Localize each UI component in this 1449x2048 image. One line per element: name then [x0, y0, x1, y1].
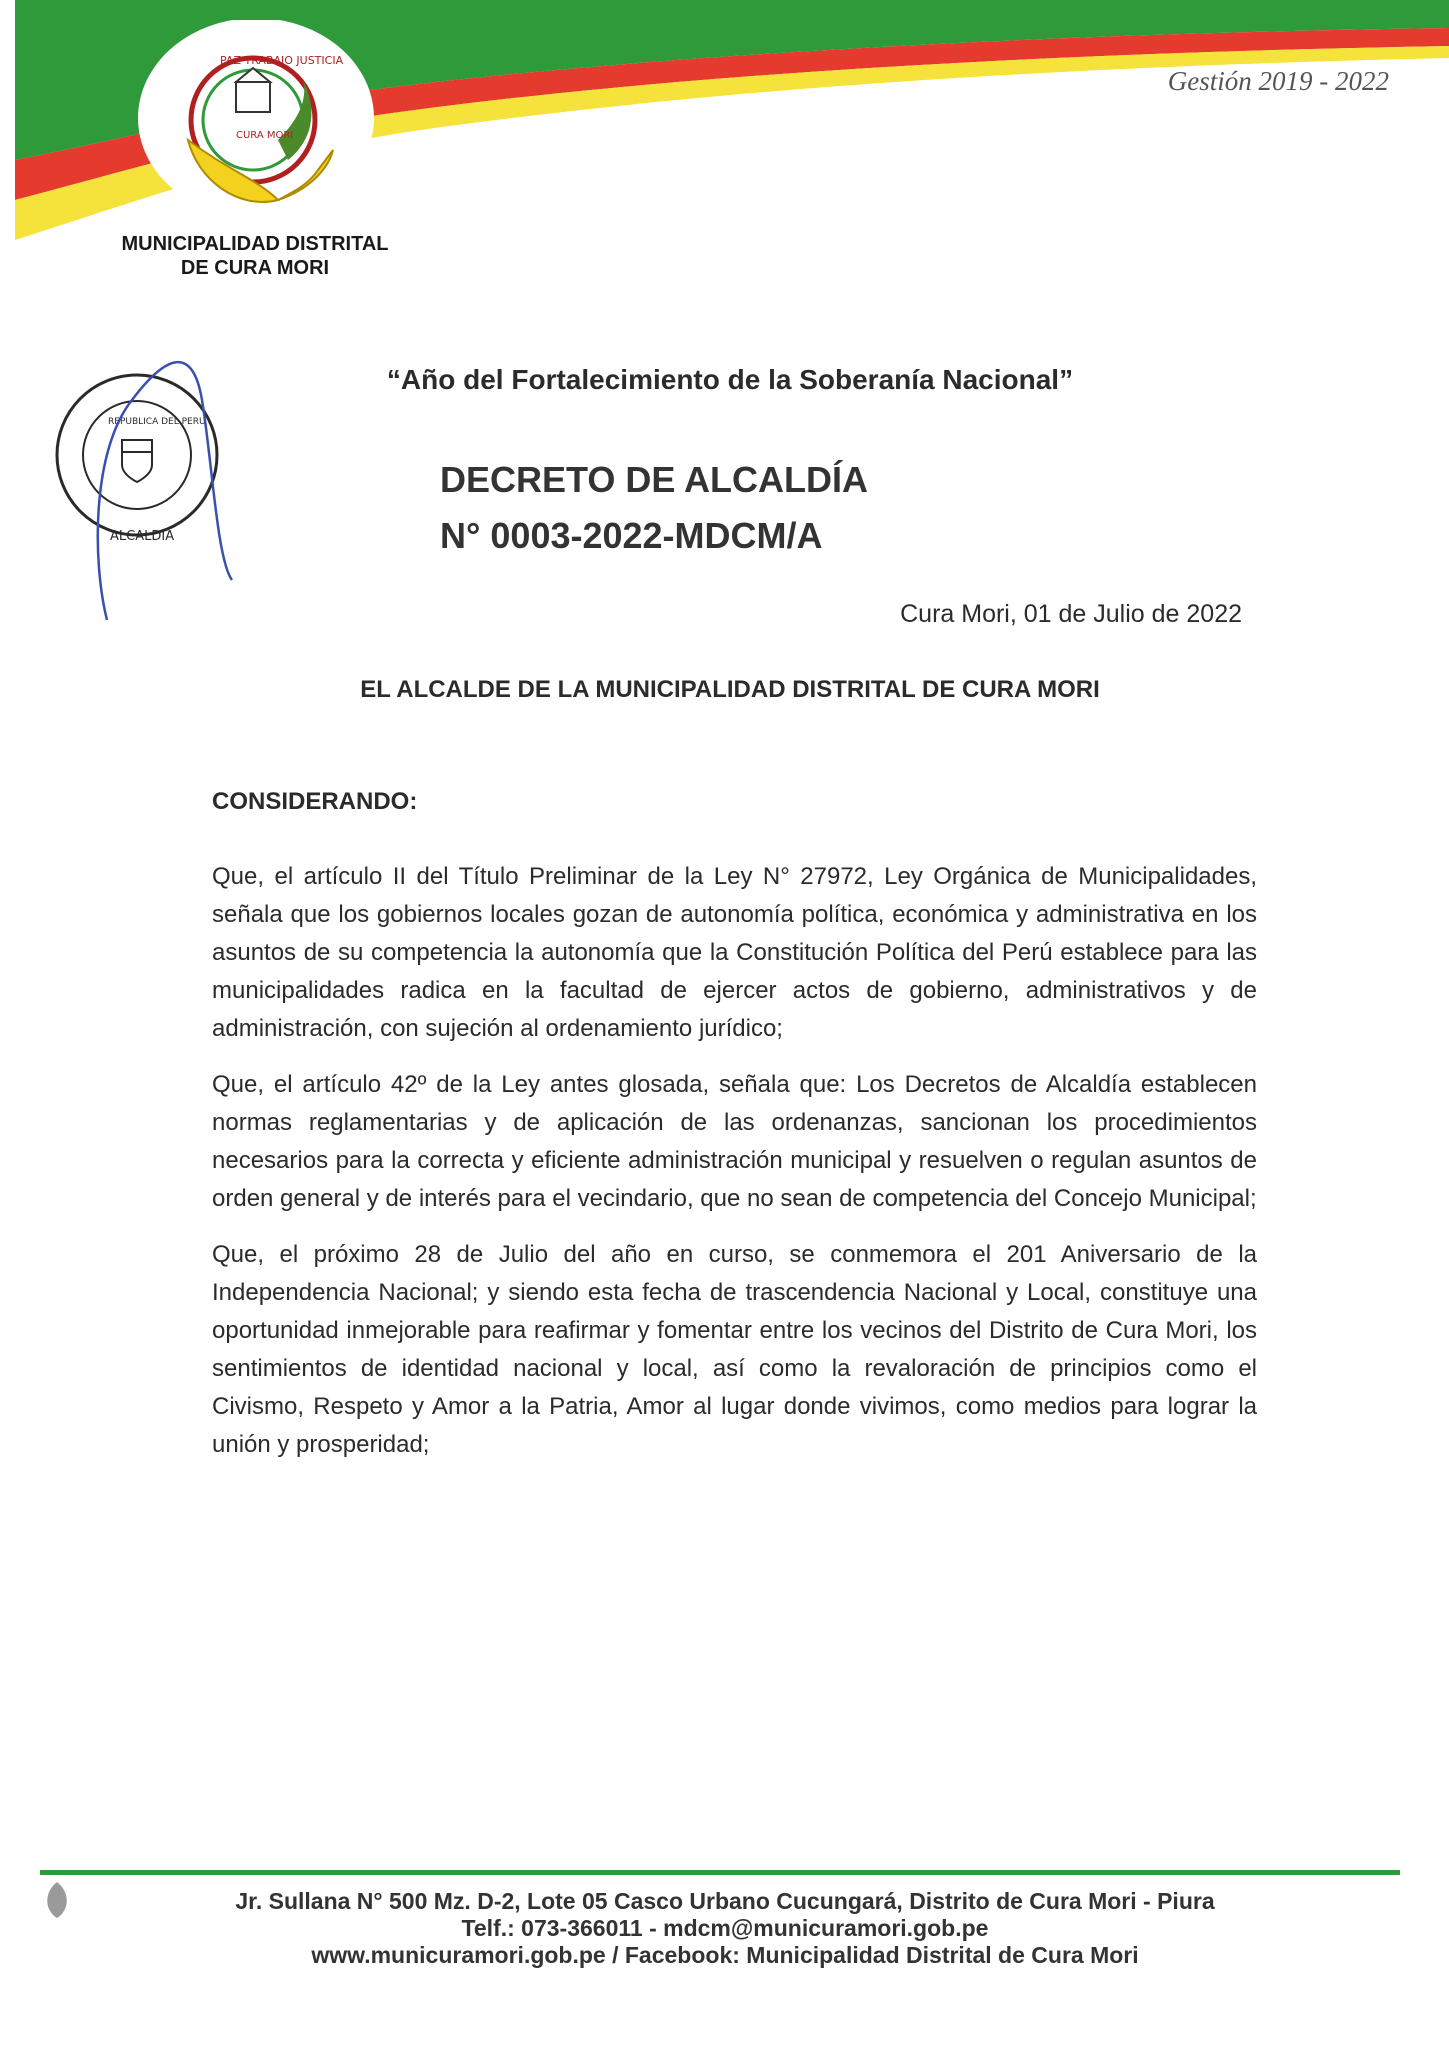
- year-motto: “Año del Fortalecimiento de la Soberanía Nacional”: [386, 364, 1074, 395]
- paragraph: Que, el artículo II del Título Preliminar de la Ley N° 27972, Ley Orgánica de Municipalidades, señala que los gobiernos locales gozan de autonomía política, económica y administrativa en los asuntos de su competencia la autonomía que la Constitución Política del Perú establece para las municipalidades radica en la facultad de ejercer actos de gobierno, administrativos y de administración, con sujeción al ordenamiento jurídico;: [212, 863, 1257, 1042]
- leaf-icon: [42, 1880, 72, 1920]
- svg-text:CURA MORI: CURA MORI: [236, 130, 294, 141]
- institution-name-line2: DE CURA MORI: [180, 257, 330, 279]
- institution-name: [90, 232, 420, 280]
- place-date: Cura Mori, 01 de Julio de 2022: [900, 600, 1242, 628]
- church-icon: [236, 82, 270, 112]
- administration-period: Gestión 2019 - 2022: [1167, 66, 1389, 96]
- footer-address: Jr. Sullana N° 500 Mz. D-2, Lote 05 Casco Urbano Cucungará, Distrito de Cura Mori - Piura: [235, 1888, 1215, 1914]
- section-heading: CONSIDERANDO:: [212, 788, 418, 815]
- coat-of-arms-icon: [122, 440, 152, 482]
- footer-web: www.municuramori.gob.pe / Facebook: Municipalidad Distrital de Cura Mori: [311, 1942, 1139, 1968]
- official-stamp: [52, 330, 242, 630]
- svg-text:REPUBLICA DEL PERU: REPUBLICA DEL PERU: [108, 417, 206, 427]
- signature-stroke: [98, 362, 232, 620]
- svg-text:PAZ TRABAJO JUSTICIA: PAZ TRABAJO JUSTICIA: [220, 54, 344, 67]
- paragraph: Que, el artículo 42º de la Ley antes glosada, señala que: Los Decretos de Alcaldía establecen normas reglamentarias y de aplicación de las ordenanzas, sancionan los procedimientos necesarios para la correcta y eficiente administración municipal y resuelven o regulan asuntos de orden general y de interés para el vecindario, que no sean de competencia del Concejo Municipal;: [212, 1071, 1257, 1212]
- footer-contact: [110, 1888, 1340, 1969]
- considerations-body: [212, 858, 1257, 1482]
- mayor-heading: EL ALCALDE DE LA MUNICIPALIDAD DISTRITAL DE CURA MORI: [360, 676, 1100, 703]
- decree-title: [440, 452, 1040, 564]
- svg-text:ALCALDIA: ALCALDIA: [110, 529, 175, 544]
- decree-title-line1: DECRETO DE ALCALDÍA: [440, 459, 869, 500]
- decree-number: N° 0003-2022-MDCM/A: [440, 515, 823, 556]
- institution-name-line1: MUNICIPALIDAD DISTRITAL: [121, 233, 389, 255]
- paragraph: Que, el próximo 28 de Julio del año en curso, se conmemora el 201 Aniversario de la Independencia Nacional; y siendo esta fecha de trascendencia Nacional y Local, constituye una oportunidad inmejorable para reafirmar y fomentar entre los vecinos del Distrito de Cura Mori, los sentimientos de identidad nacional y local, así como la revaloración de principios como el Civismo, Respeto y Amor a la Patria, Amor al lugar donde vivimos, como medios para lograr la unión y prosperidad;: [212, 1241, 1257, 1458]
- municipal-logo: [128, 20, 378, 250]
- footer-phone-email: Telf.: 073-366011 - mdcm@municuramori.gob.pe: [461, 1915, 989, 1941]
